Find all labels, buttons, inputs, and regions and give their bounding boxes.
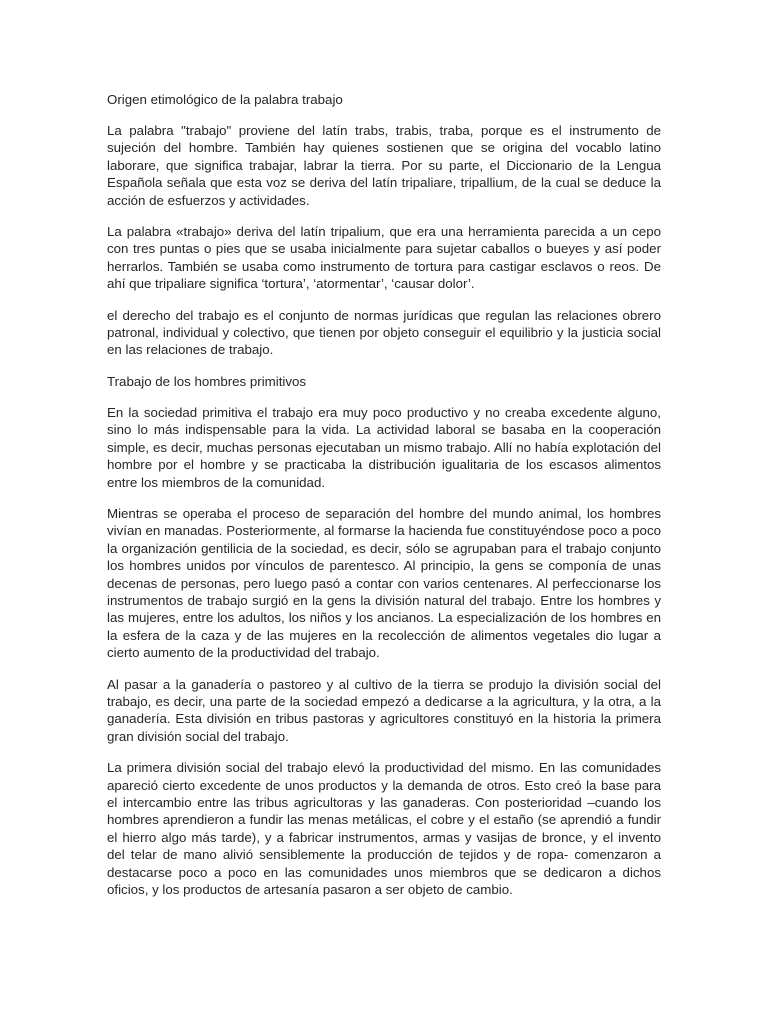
section-heading-etymology: Origen etimológico de la palabra trabajo (107, 92, 343, 107)
paragraph-primitive-society: En la sociedad primitiva el trabajo era muy poco productivo y no creaba excedente alguno, sino lo más indispensable para la vida. La actividad laboral se basaba en la cooperación simple, es decir, muchas personas ejecutaban un mismo trabajo. Allí no había explotación del hombre por el hombre y se practicaba la distribución igualitaria de los escasos alimentos entre los miembros de la comunidad. (107, 404, 661, 490)
paragraph-tripalium: La palabra «trabajo» deriva del latín tripalium, que era una herramienta parecida a un cepo con tres puntas o pies que se usaba inicialmente para sujetar caballos o bueyes y así poder herrarlos. También se usaba como instrumento de tortura para castigar esclavos o reos. De ahí que tripaliare significa ‘tortura’, ‘atormentar’, ‘causar dolor’. (107, 224, 661, 292)
paragraph-social-division: Al pasar a la ganadería o pastoreo y al cultivo de la tierra se produjo la división social del trabajo, es decir, una parte de la sociedad empezó a dedicarse a la agricultura, y la otra, a la ganadería. Esta división en tribus pastoras y agricultores constituyó en la historia la primera gran división social del trabajo. (107, 676, 661, 744)
paragraph-trabajo-latin-origin: La palabra "trabajo" proviene del latín trabs, trabis, traba, porque es el instrumento de sujeción del hombre. También hay quienes sostienen que se origina del vocablo latino laborare, que significa trabajar, labrar la tierra. Por su parte, el Diccionario de la Lengua Española señala que esta voz se deriva del latín tripaliare, tripallium, de la cual se deduce la acción de esfuerzos y actividades. (107, 123, 661, 208)
paragraph-first-division-effects: La primera división social del trabajo elevó la productividad del mismo. En las comunidades apareció cierto excedente de unos productos y la demanda de otros. Esto creó la base para el intercambio entre las tribus agricultoras y las ganaderas. Con posterioridad –cuando los hombres aprendieron a fundir las menas metálicas, el cobre y el estaño (se aprendió a fundir el hierro algo más tarde), y a fabricar instrumentos, armas y vasijas de bronce, y el invento del telar de mano alivió sensiblemente la producción de tejidos y de ropa- comenzaron a destacarse poco a poco en las comunidades unos miembros que se dedicaron a dichos oficios, y los productos de artesanía pasaron a ser objeto de cambio. (107, 760, 661, 898)
paragraph-labor-law-definition: el derecho del trabajo es el conjunto de normas jurídicas que regulan las relaciones obrero patronal, individual y colectivo, que tienen por objeto conseguir el equilibrio y la justicia social en las relaciones de trabajo. (107, 307, 661, 358)
section-heading-primitive-work: Trabajo de los hombres primitivos (107, 373, 307, 389)
paragraph-gentile-organization: Mientras se operaba el proceso de separación del hombre del mundo animal, los hombres vivían en manadas. Posteriormente, al formarse la hacienda fue constituyéndose poco a poco la organización gentilicia de la sociedad, es decir, sólo se agrupaban para el trabajo conjunto los hombres unidos por vínculos de parentesco. Al principio, la gens se componía de unas decenas de personas, pero luego pasó a contar con varios centenares. Al perfeccionarse los instrumentos de trabajo surgió en la gens la división natural del trabajo. Entre los hombres y las mujeres, entre los adultos, los niños y los ancianos. La especialización de los hombres en la esfera de la caza y de las mujeres en la recolección de alimentos vegetales dio lugar a cierto aumento de la productividad del trabajo. (107, 505, 661, 661)
